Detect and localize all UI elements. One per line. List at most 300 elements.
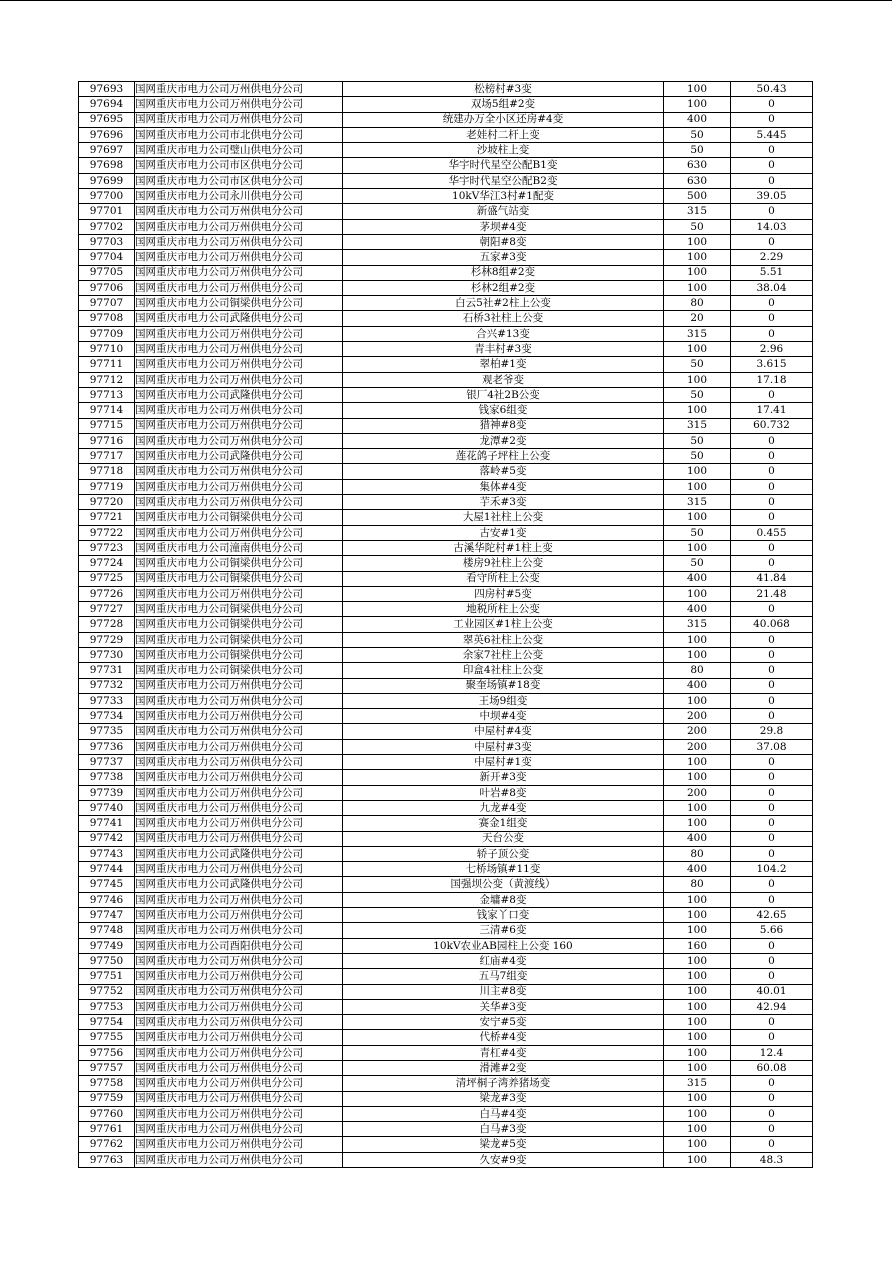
org-name-cell: 国网重庆市电力公司万州供电分公司	[135, 250, 343, 265]
table-row	[79, 326, 813, 341]
capacity-cell: 400	[664, 112, 731, 127]
row-id-cell: 97725	[79, 571, 135, 586]
transformer-name-cell: 青丰村#3变	[343, 342, 664, 357]
transformer-name-cell: 工业园区#1柱上公变	[343, 617, 664, 632]
row-id-cell: 97752	[79, 984, 135, 999]
transformer-name-cell: 王场9组变	[343, 693, 664, 708]
table-row	[79, 540, 813, 555]
table-row	[79, 1030, 813, 1045]
value-cell: 0	[731, 1030, 813, 1045]
table-row	[79, 342, 813, 357]
table-row	[79, 770, 813, 785]
table-row	[79, 97, 813, 112]
value-cell: 0	[731, 770, 813, 785]
transformer-name-cell: 安宁#5变	[343, 1015, 664, 1030]
value-cell: 5.445	[731, 127, 813, 142]
org-name-cell: 国网重庆市电力公司酉阳供电分公司	[135, 938, 343, 953]
transformer-name-cell: 芋禾#3变	[343, 495, 664, 510]
value-cell: 0	[731, 1076, 813, 1091]
org-name-cell: 国网重庆市电力公司万州供电分公司	[135, 1152, 343, 1167]
row-id-cell: 97734	[79, 709, 135, 724]
transformer-name-cell: 金墉#8变	[343, 892, 664, 907]
capacity-cell: 50	[664, 127, 731, 142]
capacity-cell: 315	[664, 418, 731, 433]
value-cell: 0.455	[731, 525, 813, 540]
row-id-cell: 97717	[79, 449, 135, 464]
row-id-cell: 97759	[79, 1091, 135, 1106]
org-name-cell: 国网重庆市电力公司万州供电分公司	[135, 953, 343, 968]
transformer-name-cell: 看守所柱上公变	[343, 571, 664, 586]
org-name-cell: 国网重庆市电力公司万州供电分公司	[135, 326, 343, 341]
transformer-name-cell: 楼房9社柱上公变	[343, 556, 664, 571]
capacity-cell: 100	[664, 372, 731, 387]
value-cell: 0	[731, 296, 813, 311]
value-cell: 14.03	[731, 219, 813, 234]
value-cell: 0	[731, 1137, 813, 1152]
org-name-cell: 国网重庆市电力公司万州供电分公司	[135, 969, 343, 984]
org-name-cell: 国网重庆市电力公司铜梁供电分公司	[135, 602, 343, 617]
transformer-name-cell: 落岭#5变	[343, 464, 664, 479]
row-id-cell: 97722	[79, 525, 135, 540]
table-row	[79, 311, 813, 326]
value-cell: 0	[731, 800, 813, 815]
table-row	[79, 969, 813, 984]
row-id-cell: 97741	[79, 816, 135, 831]
table-row	[79, 372, 813, 387]
table-row	[79, 556, 813, 571]
value-cell: 2.96	[731, 342, 813, 357]
value-cell: 104.2	[731, 862, 813, 877]
table-row	[79, 280, 813, 295]
org-name-cell: 国网重庆市电力公司万州供电分公司	[135, 1122, 343, 1137]
org-name-cell: 国网重庆市电力公司万州供电分公司	[135, 800, 343, 815]
value-cell: 0	[731, 143, 813, 158]
capacity-cell: 200	[664, 724, 731, 739]
row-id-cell: 97738	[79, 770, 135, 785]
table-row	[79, 724, 813, 739]
table-row	[79, 892, 813, 907]
table-row	[79, 1061, 813, 1076]
org-name-cell: 国网重庆市电力公司万州供电分公司	[135, 97, 343, 112]
org-name-cell: 国网重庆市电力公司万州供电分公司	[135, 82, 343, 97]
org-name-cell: 国网重庆市电力公司万州供电分公司	[135, 693, 343, 708]
value-cell: 0	[731, 540, 813, 555]
table-row	[79, 1106, 813, 1121]
transformer-name-cell: 银厂4社2B公变	[343, 387, 664, 402]
table-row	[79, 663, 813, 678]
org-name-cell: 国网重庆市电力公司武隆供电分公司	[135, 387, 343, 402]
capacity-cell: 100	[664, 540, 731, 555]
value-cell: 0	[731, 387, 813, 402]
capacity-cell: 100	[664, 816, 731, 831]
row-id-cell: 97730	[79, 647, 135, 662]
value-cell: 0	[731, 647, 813, 662]
transformer-name-cell: 茅坝#4变	[343, 219, 664, 234]
table-row	[79, 265, 813, 280]
capacity-cell: 315	[664, 495, 731, 510]
value-cell: 0	[731, 326, 813, 341]
transformer-name-cell: 九龙#4变	[343, 800, 664, 815]
org-name-cell: 国网重庆市电力公司万州供电分公司	[135, 1076, 343, 1091]
value-cell: 2.29	[731, 250, 813, 265]
capacity-cell: 50	[664, 449, 731, 464]
org-name-cell: 国网重庆市电力公司市区供电分公司	[135, 173, 343, 188]
row-id-cell: 97714	[79, 403, 135, 418]
table-row	[79, 112, 813, 127]
row-id-cell: 97746	[79, 892, 135, 907]
row-id-cell: 97706	[79, 280, 135, 295]
transformer-name-cell: 七桥场镇#11变	[343, 862, 664, 877]
table-row	[79, 846, 813, 861]
row-id-cell: 97755	[79, 1030, 135, 1045]
capacity-cell: 100	[664, 1091, 731, 1106]
capacity-cell: 100	[664, 250, 731, 265]
org-name-cell: 国网重庆市电力公司万州供电分公司	[135, 724, 343, 739]
value-cell: 0	[731, 831, 813, 846]
transformer-name-cell: 余家7社柱上公变	[343, 647, 664, 662]
row-id-cell: 97701	[79, 204, 135, 219]
table-row	[79, 127, 813, 142]
capacity-cell: 100	[664, 1122, 731, 1137]
row-id-cell: 97712	[79, 372, 135, 387]
value-cell: 0	[731, 755, 813, 770]
table-row	[79, 938, 813, 953]
org-name-cell: 国网重庆市电力公司武隆供电分公司	[135, 449, 343, 464]
transformer-name-cell: 梁龙#5变	[343, 1137, 664, 1152]
transformer-name-cell: 集体#4变	[343, 479, 664, 494]
capacity-cell: 400	[664, 571, 731, 586]
capacity-cell: 100	[664, 234, 731, 249]
transformer-name-cell: 地税所柱上公变	[343, 602, 664, 617]
row-id-cell: 97739	[79, 785, 135, 800]
value-cell: 0	[731, 311, 813, 326]
transformer-name-cell: 统建办万全小区还房#4变	[343, 112, 664, 127]
org-name-cell: 国网重庆市电力公司万州供电分公司	[135, 862, 343, 877]
transformer-name-cell: 国强坝公变（黄渡线）	[343, 877, 664, 892]
capacity-cell: 100	[664, 1106, 731, 1121]
value-cell: 37.08	[731, 739, 813, 754]
row-id-cell: 97744	[79, 862, 135, 877]
capacity-cell: 400	[664, 602, 731, 617]
org-name-cell: 国网重庆市电力公司市北供电分公司	[135, 127, 343, 142]
transformer-name-cell: 中屋村#4变	[343, 724, 664, 739]
capacity-cell: 100	[664, 510, 731, 525]
row-id-cell: 97718	[79, 464, 135, 479]
table-row	[79, 1076, 813, 1091]
row-id-cell: 97716	[79, 433, 135, 448]
value-cell: 0	[731, 938, 813, 953]
org-name-cell: 国网重庆市电力公司铜梁供电分公司	[135, 617, 343, 632]
capacity-cell: 315	[664, 204, 731, 219]
capacity-cell: 100	[664, 1152, 731, 1167]
value-cell: 50.43	[731, 82, 813, 97]
row-id-cell: 97704	[79, 250, 135, 265]
row-id-cell: 97703	[79, 234, 135, 249]
org-name-cell: 国网重庆市电力公司永川供电分公司	[135, 189, 343, 204]
transformer-name-cell: 滑滩#2变	[343, 1061, 664, 1076]
org-name-cell: 国网重庆市电力公司万州供电分公司	[135, 908, 343, 923]
table-row	[79, 632, 813, 647]
row-id-cell: 97719	[79, 479, 135, 494]
capacity-cell: 50	[664, 143, 731, 158]
org-name-cell: 国网重庆市电力公司万州供电分公司	[135, 984, 343, 999]
row-id-cell: 97700	[79, 189, 135, 204]
value-cell: 42.65	[731, 908, 813, 923]
org-name-cell: 国网重庆市电力公司万州供电分公司	[135, 1106, 343, 1121]
org-name-cell: 国网重庆市电力公司铜梁供电分公司	[135, 296, 343, 311]
transformer-name-cell: 杉林2组#2变	[343, 280, 664, 295]
capacity-cell: 500	[664, 189, 731, 204]
value-cell: 0	[731, 846, 813, 861]
row-id-cell: 97729	[79, 632, 135, 647]
capacity-cell: 100	[664, 892, 731, 907]
capacity-cell: 200	[664, 739, 731, 754]
row-id-cell: 97727	[79, 602, 135, 617]
value-cell: 0	[731, 678, 813, 693]
org-name-cell: 国网重庆市电力公司万州供电分公司	[135, 816, 343, 831]
value-cell: 12.4	[731, 1045, 813, 1060]
table-row	[79, 1091, 813, 1106]
transformer-name-cell: 朝阳#8变	[343, 234, 664, 249]
value-cell: 29.8	[731, 724, 813, 739]
org-name-cell: 国网重庆市电力公司万州供电分公司	[135, 403, 343, 418]
row-id-cell: 97743	[79, 846, 135, 861]
transformer-name-cell: 中屋村#1变	[343, 755, 664, 770]
value-cell: 0	[731, 464, 813, 479]
table-row	[79, 433, 813, 448]
value-cell: 0	[731, 556, 813, 571]
value-cell: 0	[731, 877, 813, 892]
org-name-cell: 国网重庆市电力公司铜梁供电分公司	[135, 663, 343, 678]
transformer-name-cell: 合兴#13变	[343, 326, 664, 341]
row-id-cell: 97708	[79, 311, 135, 326]
capacity-cell: 100	[664, 1030, 731, 1045]
table-row	[79, 984, 813, 999]
table-row	[79, 999, 813, 1014]
capacity-cell: 100	[664, 403, 731, 418]
row-id-cell: 97709	[79, 326, 135, 341]
value-cell: 0	[731, 602, 813, 617]
value-cell: 0	[731, 785, 813, 800]
transformer-name-cell: 轿子顶公变	[343, 846, 664, 861]
org-name-cell: 国网重庆市电力公司万州供电分公司	[135, 219, 343, 234]
org-name-cell: 国网重庆市电力公司万州供电分公司	[135, 280, 343, 295]
transformer-name-cell: 白云5社#2柱上公变	[343, 296, 664, 311]
table-row	[79, 1122, 813, 1137]
table-row	[79, 219, 813, 234]
table-row	[79, 403, 813, 418]
row-id-cell: 97702	[79, 219, 135, 234]
org-name-cell: 国网重庆市电力公司万州供电分公司	[135, 755, 343, 770]
row-id-cell: 97710	[79, 342, 135, 357]
row-id-cell: 97707	[79, 296, 135, 311]
value-cell: 0	[731, 234, 813, 249]
row-id-cell: 97749	[79, 938, 135, 953]
capacity-cell: 100	[664, 464, 731, 479]
capacity-cell: 400	[664, 831, 731, 846]
table-row	[79, 525, 813, 540]
table-row	[79, 800, 813, 815]
capacity-cell: 100	[664, 969, 731, 984]
org-name-cell: 国网重庆市电力公司万州供电分公司	[135, 418, 343, 433]
row-id-cell: 97748	[79, 923, 135, 938]
table-body	[79, 82, 813, 1168]
table-row	[79, 1015, 813, 1030]
capacity-cell: 100	[664, 923, 731, 938]
table-row	[79, 495, 813, 510]
capacity-cell: 100	[664, 647, 731, 662]
value-cell: 17.18	[731, 372, 813, 387]
org-name-cell: 国网重庆市电力公司万州供电分公司	[135, 1091, 343, 1106]
capacity-cell: 630	[664, 173, 731, 188]
row-id-cell: 97695	[79, 112, 135, 127]
transformer-name-cell: 五马7组变	[343, 969, 664, 984]
transformer-name-cell: 叶岩#8变	[343, 785, 664, 800]
org-name-cell: 国网重庆市电力公司万州供电分公司	[135, 923, 343, 938]
table-row	[79, 693, 813, 708]
row-id-cell: 97760	[79, 1106, 135, 1121]
transformer-name-cell: 石桥3社柱上公变	[343, 311, 664, 326]
value-cell: 0	[731, 709, 813, 724]
capacity-cell: 100	[664, 984, 731, 999]
table-row	[79, 617, 813, 632]
row-id-cell: 97732	[79, 678, 135, 693]
table-row	[79, 510, 813, 525]
value-cell: 0	[731, 693, 813, 708]
capacity-cell: 100	[664, 1061, 731, 1076]
capacity-cell: 100	[664, 755, 731, 770]
value-cell: 0	[731, 953, 813, 968]
table-row	[79, 831, 813, 846]
row-id-cell: 97713	[79, 387, 135, 402]
org-name-cell: 国网重庆市电力公司万州供电分公司	[135, 770, 343, 785]
value-cell: 40.01	[731, 984, 813, 999]
row-id-cell: 97737	[79, 755, 135, 770]
capacity-cell: 315	[664, 617, 731, 632]
value-cell: 41.84	[731, 571, 813, 586]
transformer-name-cell: 红庙#4变	[343, 953, 664, 968]
transformer-name-cell: 钱家6组变	[343, 403, 664, 418]
transformer-name-cell: 梁龙#3变	[343, 1091, 664, 1106]
value-cell: 0	[731, 479, 813, 494]
table-row	[79, 189, 813, 204]
org-name-cell: 国网重庆市电力公司万州供电分公司	[135, 433, 343, 448]
transformer-name-cell: 聚奎场镇#18变	[343, 678, 664, 693]
value-cell: 0	[731, 969, 813, 984]
row-id-cell: 97735	[79, 724, 135, 739]
capacity-cell: 100	[664, 1045, 731, 1060]
org-name-cell: 国网重庆市电力公司万州供电分公司	[135, 892, 343, 907]
transformer-name-cell: 古溪华陀村#1柱上变	[343, 540, 664, 555]
value-cell: 0	[731, 173, 813, 188]
transformer-name-cell: 代桥#4变	[343, 1030, 664, 1045]
transformer-name-cell: 中坝#4变	[343, 709, 664, 724]
org-name-cell: 国网重庆市电力公司万州供电分公司	[135, 204, 343, 219]
transformer-name-cell: 杉林8组#2变	[343, 265, 664, 280]
transformer-name-cell: 老娃村二杆上变	[343, 127, 664, 142]
transformer-name-cell: 印盒4社柱上公变	[343, 663, 664, 678]
row-id-cell: 97728	[79, 617, 135, 632]
value-cell: 0	[731, 1015, 813, 1030]
capacity-cell: 20	[664, 311, 731, 326]
capacity-cell: 100	[664, 280, 731, 295]
table-row	[79, 647, 813, 662]
row-id-cell: 97731	[79, 663, 135, 678]
table-row	[79, 143, 813, 158]
table-row	[79, 755, 813, 770]
org-name-cell: 国网重庆市电力公司万州供电分公司	[135, 342, 343, 357]
table-row	[79, 173, 813, 188]
transformer-name-cell: 龙潭#2变	[343, 433, 664, 448]
org-name-cell: 国网重庆市电力公司万州供电分公司	[135, 1015, 343, 1030]
table-row	[79, 357, 813, 372]
transformer-name-cell: 四房村#5变	[343, 586, 664, 601]
table-row	[79, 877, 813, 892]
row-id-cell: 97756	[79, 1045, 135, 1060]
transformer-name-cell: 华宇时代星空公配B1变	[343, 158, 664, 173]
value-cell: 42.94	[731, 999, 813, 1014]
table-row	[79, 739, 813, 754]
transformer-name-cell: 青杠#4变	[343, 1045, 664, 1060]
value-cell: 5.51	[731, 265, 813, 280]
table-row	[79, 709, 813, 724]
table-row	[79, 1137, 813, 1152]
org-name-cell: 国网重庆市电力公司万州供电分公司	[135, 464, 343, 479]
table-row	[79, 464, 813, 479]
value-cell: 0	[731, 632, 813, 647]
transformer-name-cell: 大屋1社柱上公变	[343, 510, 664, 525]
capacity-cell: 200	[664, 709, 731, 724]
value-cell: 0	[731, 433, 813, 448]
org-name-cell: 国网重庆市电力公司万州供电分公司	[135, 739, 343, 754]
value-cell: 48.3	[731, 1152, 813, 1167]
org-name-cell: 国网重庆市电力公司万州供电分公司	[135, 265, 343, 280]
table-row	[79, 82, 813, 97]
org-name-cell: 国网重庆市电力公司铜梁供电分公司	[135, 632, 343, 647]
table-row	[79, 250, 813, 265]
row-id-cell: 97720	[79, 495, 135, 510]
transformer-name-cell: 古安#1变	[343, 525, 664, 540]
capacity-cell: 100	[664, 693, 731, 708]
org-name-cell: 国网重庆市电力公司万州供电分公司	[135, 1030, 343, 1045]
capacity-cell: 400	[664, 862, 731, 877]
transformer-name-cell: 川主#8变	[343, 984, 664, 999]
org-name-cell: 国网重庆市电力公司市区供电分公司	[135, 158, 343, 173]
capacity-cell: 400	[664, 678, 731, 693]
table-row	[79, 785, 813, 800]
value-cell: 60.08	[731, 1061, 813, 1076]
value-cell: 5.66	[731, 923, 813, 938]
capacity-cell: 50	[664, 357, 731, 372]
transformer-name-cell: 新盛气站变	[343, 204, 664, 219]
org-name-cell: 国网重庆市电力公司万州供电分公司	[135, 525, 343, 540]
row-id-cell: 97762	[79, 1137, 135, 1152]
table-row	[79, 586, 813, 601]
table-row	[79, 479, 813, 494]
capacity-cell: 80	[664, 296, 731, 311]
transformer-name-cell: 钱家丫口变	[343, 908, 664, 923]
org-name-cell: 国网重庆市电力公司万州供电分公司	[135, 1061, 343, 1076]
capacity-cell: 100	[664, 953, 731, 968]
value-cell: 0	[731, 112, 813, 127]
value-cell: 40.068	[731, 617, 813, 632]
org-name-cell: 国网重庆市电力公司万州供电分公司	[135, 586, 343, 601]
capacity-cell: 100	[664, 999, 731, 1014]
transformer-name-cell: 华宇时代星空公配B2变	[343, 173, 664, 188]
org-name-cell: 国网重庆市电力公司武隆供电分公司	[135, 846, 343, 861]
table-row	[79, 571, 813, 586]
value-cell: 0	[731, 816, 813, 831]
